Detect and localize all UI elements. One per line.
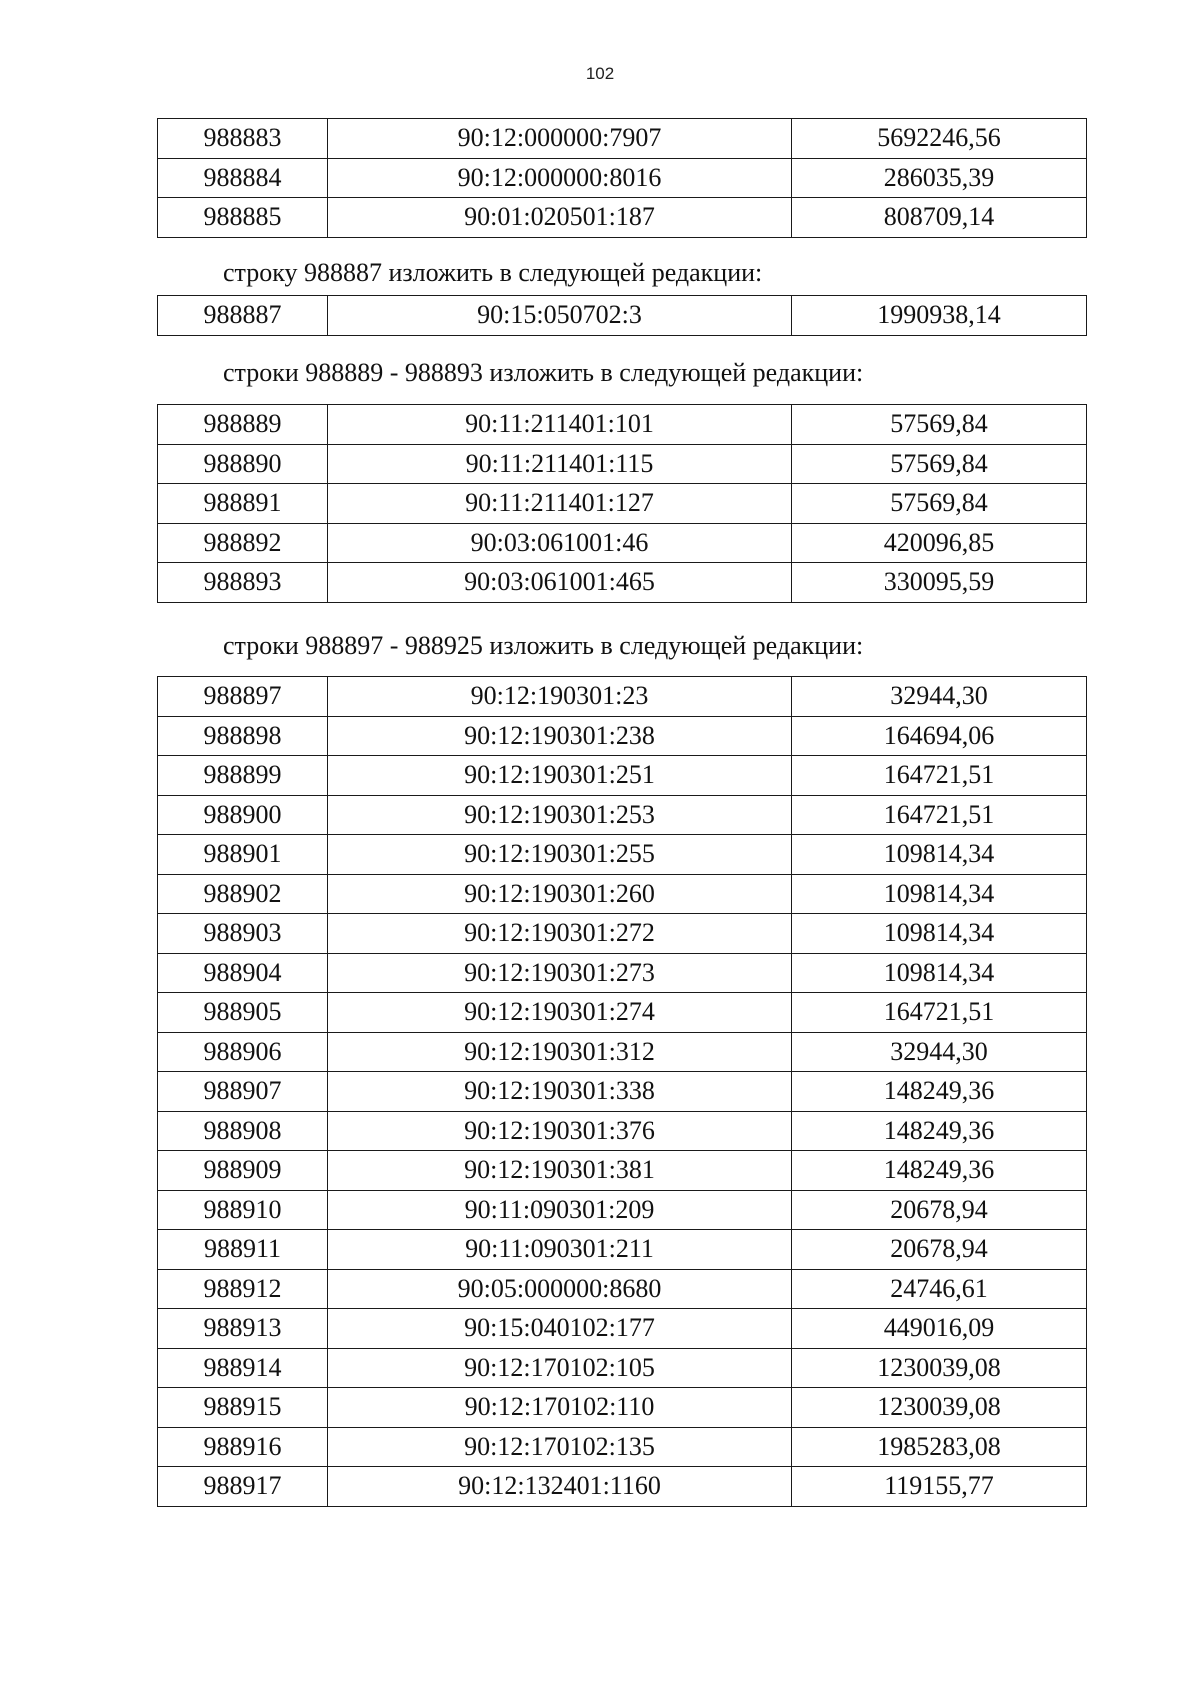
table-row bbox=[158, 835, 1087, 875]
row-number-cell: 988917 bbox=[158, 1467, 328, 1507]
table-section-4 bbox=[157, 676, 1086, 1507]
value-cell: 164694,06 bbox=[792, 716, 1087, 756]
table-row bbox=[158, 874, 1087, 914]
row-number-cell: 988898 bbox=[158, 716, 328, 756]
instruction-text: строки 988889 - 988893 изложить в следующей редакции: bbox=[223, 358, 864, 387]
value-cell: 164721,51 bbox=[792, 993, 1087, 1033]
row-number-cell: 988885 bbox=[158, 198, 328, 238]
cadastral-number-cell: 90:11:090301:211 bbox=[328, 1230, 792, 1270]
table-row bbox=[158, 158, 1087, 198]
cadastral-number-cell: 90:12:190301:312 bbox=[328, 1032, 792, 1072]
row-number-cell: 988914 bbox=[158, 1348, 328, 1388]
value-cell: 109814,34 bbox=[792, 953, 1087, 993]
row-number-cell: 988897 bbox=[158, 677, 328, 717]
instruction-text: строку 988887 изложить в следующей редакции: bbox=[223, 258, 763, 287]
row-number-cell: 988893 bbox=[158, 563, 328, 603]
value-cell: 330095,59 bbox=[792, 563, 1087, 603]
table-row bbox=[158, 1269, 1087, 1309]
cadastral-number-cell: 90:12:000000:7907 bbox=[328, 119, 792, 159]
table-row bbox=[158, 953, 1087, 993]
cadastral-number-cell: 90:12:190301:253 bbox=[328, 795, 792, 835]
value-cell: 1985283,08 bbox=[792, 1427, 1087, 1467]
row-number-cell: 988915 bbox=[158, 1388, 328, 1428]
cadastral-number-cell: 90:12:190301:338 bbox=[328, 1072, 792, 1112]
value-cell: 164721,51 bbox=[792, 795, 1087, 835]
table-row bbox=[158, 1190, 1087, 1230]
row-number-cell: 988884 bbox=[158, 158, 328, 198]
row-number-cell: 988901 bbox=[158, 835, 328, 875]
value-cell: 57569,84 bbox=[792, 484, 1087, 524]
row-number-cell: 988910 bbox=[158, 1190, 328, 1230]
cadastral-number-cell: 90:12:170102:110 bbox=[328, 1388, 792, 1428]
cadastral-number-cell: 90:11:211401:101 bbox=[328, 405, 792, 445]
row-number-cell: 988913 bbox=[158, 1309, 328, 1349]
row-number-cell: 988916 bbox=[158, 1427, 328, 1467]
table-section-1 bbox=[157, 118, 1086, 238]
table-row bbox=[158, 1388, 1087, 1428]
table-row bbox=[158, 795, 1087, 835]
row-number-cell: 988908 bbox=[158, 1111, 328, 1151]
cadastral-number-cell: 90:05:000000:8680 bbox=[328, 1269, 792, 1309]
cadastral-number-cell: 90:12:000000:8016 bbox=[328, 158, 792, 198]
table-row bbox=[158, 523, 1087, 563]
cadastral-number-cell: 90:12:190301:260 bbox=[328, 874, 792, 914]
table-row bbox=[158, 405, 1087, 445]
row-number-cell: 988906 bbox=[158, 1032, 328, 1072]
cadastral-number-cell: 90:12:190301:274 bbox=[328, 993, 792, 1033]
value-cell: 20678,94 bbox=[792, 1190, 1087, 1230]
value-cell: 164721,51 bbox=[792, 756, 1087, 796]
cadastral-number-cell: 90:11:211401:127 bbox=[328, 484, 792, 524]
value-cell: 119155,77 bbox=[792, 1467, 1087, 1507]
cadastral-number-cell: 90:11:090301:209 bbox=[328, 1190, 792, 1230]
table-row bbox=[158, 198, 1087, 238]
table-row bbox=[158, 1348, 1087, 1388]
value-cell: 20678,94 bbox=[792, 1230, 1087, 1270]
value-cell: 148249,36 bbox=[792, 1072, 1087, 1112]
value-cell: 57569,84 bbox=[792, 444, 1087, 484]
value-cell: 286035,39 bbox=[792, 158, 1087, 198]
row-number-cell: 988890 bbox=[158, 444, 328, 484]
table-row bbox=[158, 1230, 1087, 1270]
table-section-2 bbox=[157, 295, 1086, 336]
cadastral-number-cell: 90:12:190301:272 bbox=[328, 914, 792, 954]
row-number-cell: 988900 bbox=[158, 795, 328, 835]
table-row bbox=[158, 914, 1087, 954]
cadastral-number-cell: 90:01:020501:187 bbox=[328, 198, 792, 238]
cadastral-number-cell: 90:15:050702:3 bbox=[328, 296, 792, 336]
value-cell: 1230039,08 bbox=[792, 1388, 1087, 1428]
cadastral-number-cell: 90:03:061001:46 bbox=[328, 523, 792, 563]
cadastral-number-cell: 90:03:061001:465 bbox=[328, 563, 792, 603]
data-table bbox=[157, 295, 1087, 336]
row-number-cell: 988907 bbox=[158, 1072, 328, 1112]
table-row bbox=[158, 444, 1087, 484]
cadastral-number-cell: 90:12:190301:381 bbox=[328, 1151, 792, 1191]
value-cell: 57569,84 bbox=[792, 405, 1087, 445]
table-row bbox=[158, 563, 1087, 603]
cadastral-number-cell: 90:11:211401:115 bbox=[328, 444, 792, 484]
cadastral-number-cell: 90:12:190301:255 bbox=[328, 835, 792, 875]
cadastral-number-cell: 90:12:190301:23 bbox=[328, 677, 792, 717]
table-row bbox=[158, 716, 1087, 756]
row-number-cell: 988911 bbox=[158, 1230, 328, 1270]
row-number-cell: 988909 bbox=[158, 1151, 328, 1191]
row-number-cell: 988902 bbox=[158, 874, 328, 914]
row-number-cell: 988899 bbox=[158, 756, 328, 796]
data-table bbox=[157, 404, 1087, 603]
table-row bbox=[158, 677, 1087, 717]
row-number-cell: 988904 bbox=[158, 953, 328, 993]
table-row bbox=[158, 484, 1087, 524]
table-row bbox=[158, 1151, 1087, 1191]
value-cell: 109814,34 bbox=[792, 835, 1087, 875]
row-number-cell: 988903 bbox=[158, 914, 328, 954]
table-row bbox=[158, 1032, 1087, 1072]
instruction-text: строки 988897 - 988925 изложить в следующей редакции: bbox=[223, 631, 864, 660]
row-number-cell: 988887 bbox=[158, 296, 328, 336]
table-row bbox=[158, 1427, 1087, 1467]
value-cell: 1990938,14 bbox=[792, 296, 1087, 336]
value-cell: 32944,30 bbox=[792, 677, 1087, 717]
table-section-3 bbox=[157, 404, 1086, 603]
cadastral-number-cell: 90:12:190301:273 bbox=[328, 953, 792, 993]
row-number-cell: 988905 bbox=[158, 993, 328, 1033]
page-number: 102 bbox=[585, 64, 615, 83]
value-cell: 109814,34 bbox=[792, 874, 1087, 914]
row-number-cell: 988883 bbox=[158, 119, 328, 159]
table-row bbox=[158, 1309, 1087, 1349]
value-cell: 808709,14 bbox=[792, 198, 1087, 238]
value-cell: 420096,85 bbox=[792, 523, 1087, 563]
table-row bbox=[158, 1072, 1087, 1112]
cadastral-number-cell: 90:12:190301:238 bbox=[328, 716, 792, 756]
cadastral-number-cell: 90:12:170102:105 bbox=[328, 1348, 792, 1388]
row-number-cell: 988891 bbox=[158, 484, 328, 524]
value-cell: 5692246,56 bbox=[792, 119, 1087, 159]
table-row bbox=[158, 756, 1087, 796]
cadastral-number-cell: 90:15:040102:177 bbox=[328, 1309, 792, 1349]
table-row bbox=[158, 119, 1087, 159]
data-table bbox=[157, 118, 1087, 238]
value-cell: 1230039,08 bbox=[792, 1348, 1087, 1388]
data-table bbox=[157, 676, 1087, 1507]
table-row bbox=[158, 296, 1087, 336]
value-cell: 148249,36 bbox=[792, 1111, 1087, 1151]
table-row bbox=[158, 993, 1087, 1033]
table-row bbox=[158, 1467, 1087, 1507]
row-number-cell: 988889 bbox=[158, 405, 328, 445]
value-cell: 148249,36 bbox=[792, 1151, 1087, 1191]
value-cell: 32944,30 bbox=[792, 1032, 1087, 1072]
cadastral-number-cell: 90:12:132401:1160 bbox=[328, 1467, 792, 1507]
cadastral-number-cell: 90:12:170102:135 bbox=[328, 1427, 792, 1467]
row-number-cell: 988892 bbox=[158, 523, 328, 563]
value-cell: 449016,09 bbox=[792, 1309, 1087, 1349]
cadastral-number-cell: 90:12:190301:376 bbox=[328, 1111, 792, 1151]
table-row bbox=[158, 1111, 1087, 1151]
value-cell: 109814,34 bbox=[792, 914, 1087, 954]
row-number-cell: 988912 bbox=[158, 1269, 328, 1309]
cadastral-number-cell: 90:12:190301:251 bbox=[328, 756, 792, 796]
value-cell: 24746,61 bbox=[792, 1269, 1087, 1309]
